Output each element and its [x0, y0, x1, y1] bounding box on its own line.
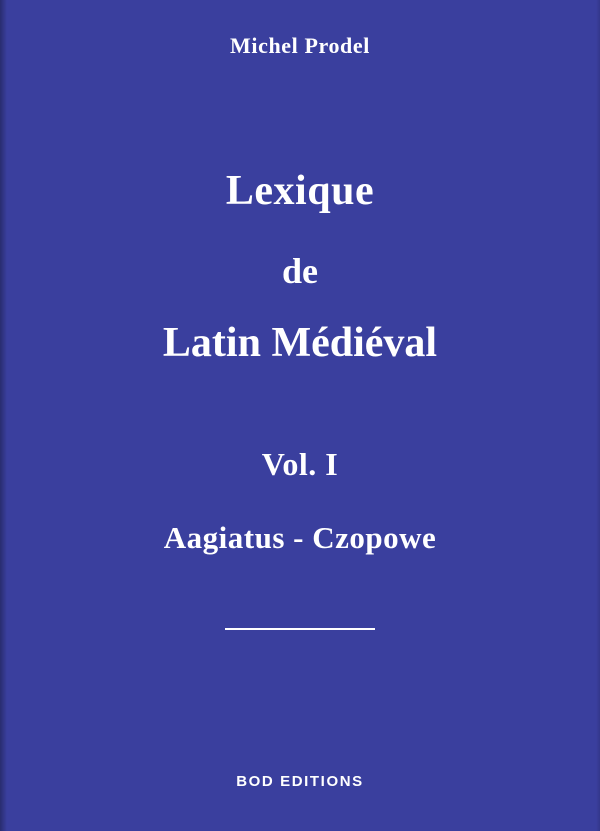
publisher-name: BOD EDITIONS	[236, 773, 364, 790]
title-line-1: Lexique	[225, 168, 375, 214]
divider-rule	[225, 628, 375, 630]
book-title	[0, 170, 600, 364]
author-name: Michel Prodel	[230, 33, 370, 58]
cover-edge-shadow	[596, 0, 600, 831]
title-line-2: de	[282, 251, 318, 291]
volume-number: Vol. I	[261, 446, 339, 482]
spine-shadow	[0, 0, 7, 831]
entry-range: Aagiatus - Czopowe	[163, 520, 437, 555]
title-line-3: Latin Médiéval	[162, 320, 438, 366]
volume-block	[0, 446, 600, 556]
